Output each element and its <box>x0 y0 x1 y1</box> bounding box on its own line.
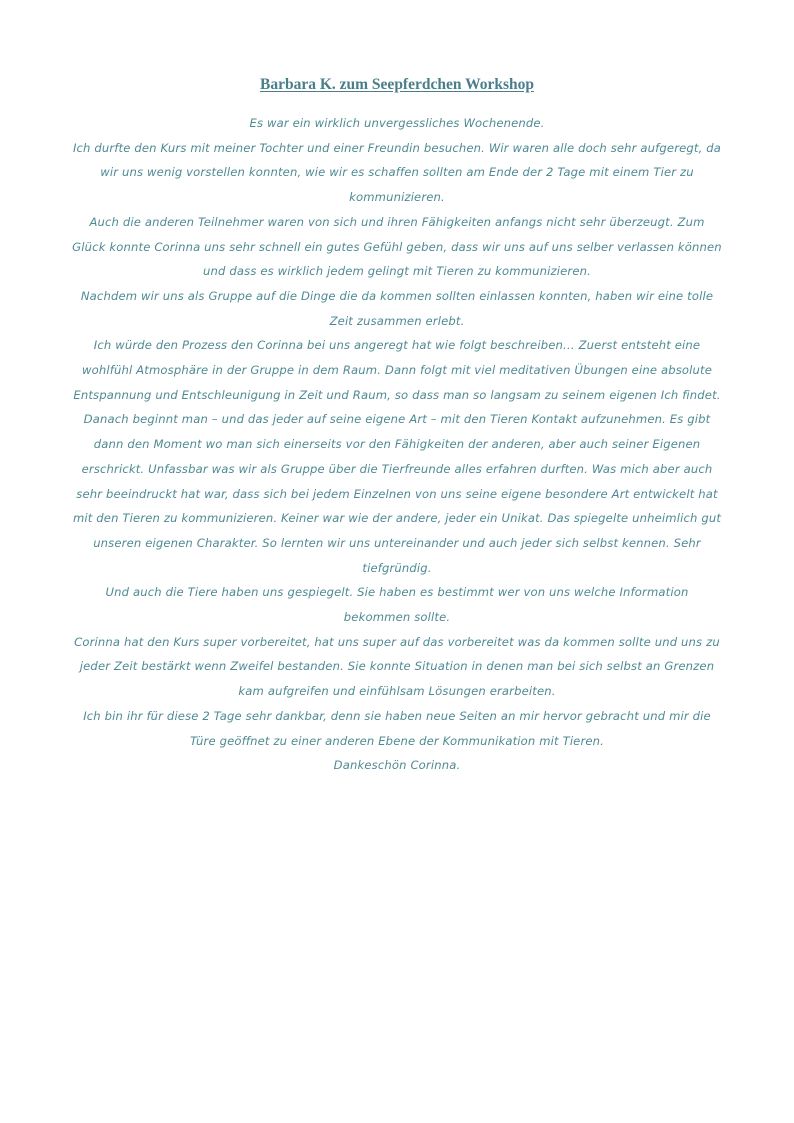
paragraph-thanks: Dankeschön Corinna. <box>333 758 461 773</box>
paragraph-preparation: Corinna hat den Kurs super vorbereitet, hat uns super auf das vorbereitet was da kommen sollte und uns zu jeder Zeit bestärkt wenn Zweifel bestanden. Sie konnte Situation in denen man bei sich selbst an Grenzen kam aufgreifen und einfühlsam Lösungen erarbeiten. <box>74 634 720 699</box>
paragraph-intro: Es war ein wirklich unvergessliches Wochenende. <box>249 116 545 130</box>
paragraph-participants: Auch die anderen Teilnehmer waren von sich und ihren Fähigkeiten anfangs nicht sehr überzeugt. Zum Glück konnte Corinna uns sehr schnell ein gutes Gefühl geben, dass wir uns auf uns selber verlassen können und dass es wirklich jedem gelingt mit Tieren zu kommunizieren. <box>72 214 722 279</box>
document-title: Barbara K. zum Seepferdchen Workshop <box>260 76 534 93</box>
paragraph-course-visit: Ich durfte den Kurs mit meiner Tochter und einer Freundin besuchen. Wir waren alle doch sehr aufgeregt, da wir uns wenig vorstellen konnten, wie wir es schaffen sollten am Ende der 2 Tage mit einem Tier zu kommunizieren. <box>72 140 722 205</box>
document-body <box>72 111 722 778</box>
paragraph-group-time: Nachdem wir uns als Gruppe auf die Dinge die da kommen sollten einlassen konnten, haben wir eine tolle Zeit zusammen erlebt. <box>80 288 714 328</box>
paragraph-process: Ich würde den Prozess den Corinna bei uns angeregt hat wie folgt beschreiben… Zuerst entsteht eine wohlfühl Atmosphäre in der Gruppe in dem Raum. Dann folgt mit viel meditativen Übungen eine absolute Entspannung und Entschleunigung in Zeit und Raum, so dass man so langsam zu seinem eigenen Ich findet. Danach beginnt man – und das jeder auf seine eigene Art – mit den Tieren Kontakt aufzunehmen. Es gibt dann den Moment wo man sich einerseits vor den Fähigkeiten der anderen, aber auch seiner Eigenen erschrickt. Unfassbar was wir als Gruppe über die Tierfreunde alles erfahren durften. Was mich aber auch sehr beeindruckt hat war, dass sich bei jedem Einzelnen von uns seine eigene besondere Art entwickelt hat mit den Tieren zu kommunizieren. Keiner war wie der andere, jeder ein Unikat. Das spiegelte unheimlich gut unseren eigenen Charakter. So lernten wir uns untereinander und auch jeder sich selbst kennen. Sehr tiefgründig. <box>72 338 722 575</box>
paragraph-gratitude: Ich bin ihr für diese 2 Tage sehr dankbar, denn sie haben neue Seiten an mir hervor gebracht und mir die Türe geöffnet zu einer anderen Ebene der Kommunikation mit Tieren. <box>83 708 711 748</box>
paragraph-animals-mirror: Und auch die Tiere haben uns gespiegelt. Sie haben es bestimmt wer von uns welche Information bekommen sollte. <box>105 585 689 625</box>
